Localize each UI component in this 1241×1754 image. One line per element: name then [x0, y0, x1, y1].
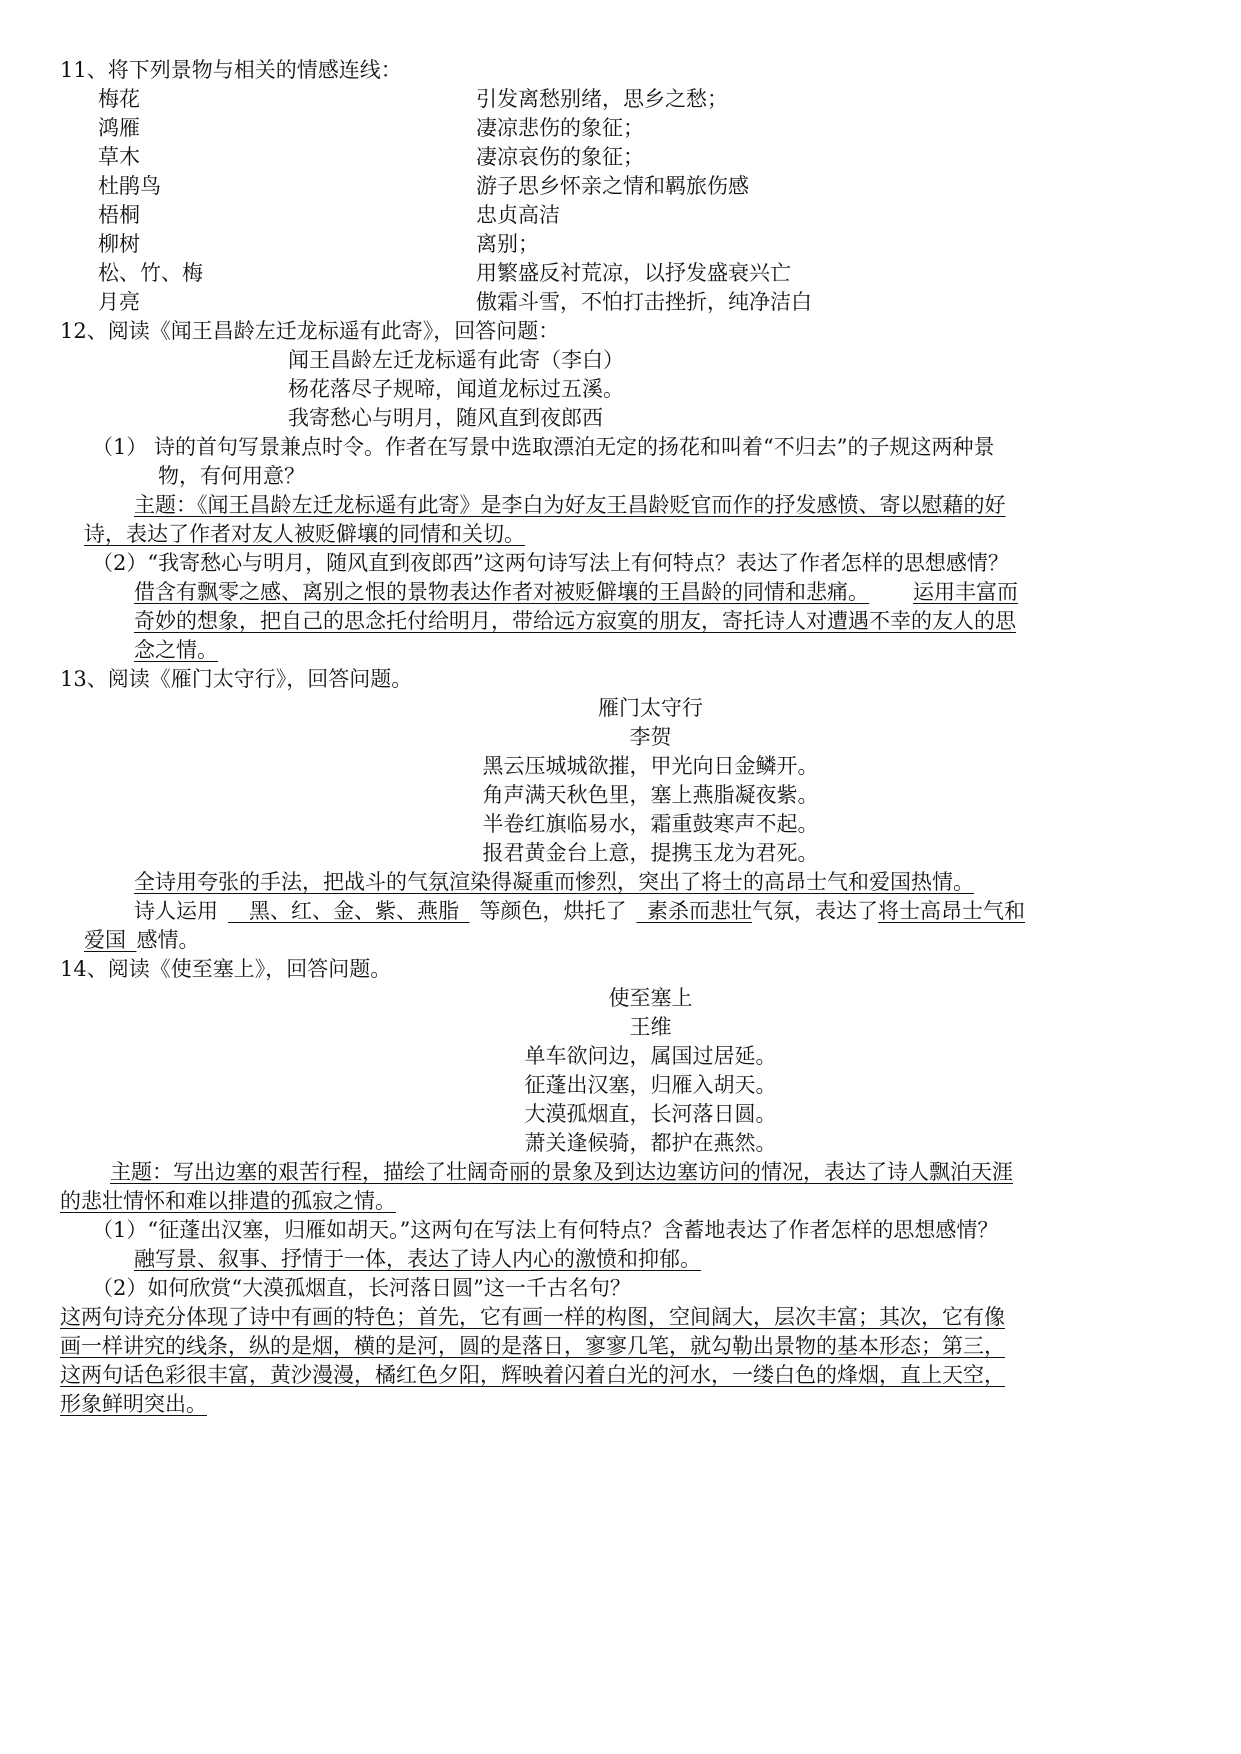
emotion-item: 傲霜斗雪，不怕打击挫折，纯净洁白 — [476, 290, 812, 314]
fill-blank — [84, 928, 137, 952]
fill-text: 诗人运用 — [134, 899, 218, 923]
fill-text: 气氛，表达了 — [752, 899, 878, 923]
fill-answer: 将士高昂士气和 — [878, 899, 1025, 923]
poem-line: 角声满天秋色里，塞上燕脂凝夜紫。 — [482, 783, 819, 807]
emotion-item: 离别； — [476, 232, 539, 256]
poem-line: 萧关逢候骑，都护在燕然。 — [524, 1131, 777, 1155]
scene-item: 梧桐 — [98, 203, 140, 227]
emotion-item: 忠贞高洁 — [476, 203, 560, 227]
emotion-item: 凄凉哀伤的象征； — [476, 145, 644, 169]
q14-question-1: （1）“征蓬出汉塞，归雁如胡天。”这两句在写法上有何特点？含蓄地表达了作者怎样的思想感情？ — [92, 1218, 999, 1242]
scene-item: 柳树 — [98, 232, 140, 256]
answer-text: 全诗用夸张的手法，把战斗的气氛渲染得凝重而惨烈，突出了将士的高昂士气和爱国热情。 — [134, 870, 974, 894]
q12-question-1: （1） 诗的首句写景兼点时令。作者在写景中选取漂泊无定的扬花和叫着“不归去”的子规这两种景 — [92, 435, 995, 459]
answer-text: 借含有飘零之感、离别之恨的景物表达作者对被贬僻壤的王昌龄的同情和悲痛。 — [134, 580, 869, 604]
q12-answer-1-cont: 诗，表达了作者对友人被贬僻壤的同情和关切。 — [84, 522, 525, 546]
fill-text: 感情。 — [136, 928, 200, 952]
q12-answer-1: 主题：《闻王昌龄左迁龙标遥有此寄》是李白为好友王昌龄贬官而作的抒发感愤、寄以慰藉的好 — [134, 493, 1006, 517]
fill-text: 等颜色，烘托了 — [479, 899, 627, 923]
q14-theme: 主题：写出边塞的艰苦行程，描绘了壮阔奇丽的景象及到达边塞访问的情况，表达了诗人飘泊天涯 — [110, 1160, 1013, 1184]
answer-text: 融写景、叙事、抒情于一体，表达了诗人内心的激愤和抑郁。 — [134, 1247, 701, 1271]
q13-title: 13、阅读《雁门太守行》，回答问题。 — [60, 667, 413, 691]
q13-fill-in-cont — [84, 925, 200, 955]
scene-item: 草木 — [98, 145, 140, 169]
scene-item: 月亮 — [98, 290, 140, 314]
q12-title: 12、阅读《闻王昌龄左迁龙标遥有此寄》，回答问题： — [60, 319, 560, 343]
fill-answer: 黑、红、金、紫、燕脂 — [249, 899, 459, 923]
q11-title: 11、将下列景物与相关的情感连线： — [60, 58, 402, 82]
q12-answer-2 — [134, 577, 1018, 607]
emotion-item: 引发离愁别绪，思乡之愁； — [476, 87, 728, 111]
answer-text: 运用丰富而 — [913, 580, 1018, 604]
fill-blank — [228, 899, 470, 923]
q12-answer-2-end — [134, 635, 228, 665]
poem-line: 我寄愁心与明月，随风直到夜郎西 — [288, 406, 603, 430]
poem-author: 王维 — [629, 1015, 672, 1039]
emotion-item: 用繁盛反衬荒凉，以抒发盛衰兴亡 — [476, 261, 791, 285]
fill-answer: 爱国 — [84, 928, 126, 952]
fill-answer: 素杀而悲壮 — [647, 899, 752, 923]
poem-title: 雁门太守行 — [598, 696, 703, 720]
q14-answer-2: 形象鲜明突出。 — [60, 1392, 207, 1416]
q12-answer-2-cont: 奇妙的想象，把自己的思念托付给明月，带给远方寂寞的朋友，寄托诗人对遭遇不幸的友人的思 — [134, 609, 1016, 633]
q12-question-2: （2）“我寄愁心与明月，随风直到夜郎西”这两句诗写法上有何特点？表达了作者怎样的思想感情？ — [92, 551, 1009, 575]
scene-item: 梅花 — [98, 87, 140, 111]
scene-item: 杜鹃鸟 — [98, 174, 161, 198]
scene-item: 松、竹、梅 — [98, 261, 203, 285]
poem-line: 杨花落尽子规啼，闻道龙标过五溪。 — [288, 377, 624, 401]
emotion-item: 凄凉悲伤的象征； — [476, 116, 644, 140]
theme-text: 的悲壮情怀和难以排遣的孤寂之情。 — [60, 1189, 396, 1213]
poem-line: 半卷红旗临易水，霜重鼓寒声不起。 — [482, 812, 819, 836]
fill-blank — [637, 899, 753, 923]
q14-answer-2: 这两句诗充分体现了诗中有画的特色；首先，它有画一样的构图，空间阔大，层次丰富；其次，它有像 — [60, 1305, 1005, 1329]
poem-title: 使至塞上 — [608, 986, 693, 1010]
q14-theme-cont — [60, 1186, 406, 1216]
q13-answer-1 — [134, 867, 984, 897]
poem-line: 大漠孤烟直，长河落日圆。 — [524, 1102, 777, 1126]
q13-fill-in — [134, 896, 1025, 926]
poem-line: 闻王昌龄左迁龙标遥有此寄（李白） — [288, 348, 624, 372]
poem-line: 黑云压城城欲摧，甲光向日金鳞开。 — [482, 754, 819, 778]
emotion-item: 游子思乡怀亲之情和羁旅伤感 — [476, 174, 749, 198]
poem-line: 单车欲问边，属国过居延。 — [524, 1044, 777, 1068]
q12-question-1-cont: 物，有何用意？ — [158, 464, 305, 488]
poem-line: 征蓬出汉塞，归雁入胡天。 — [524, 1073, 777, 1097]
q14-answer-2: 这两句话色彩很丰富，黄沙漫漫，橘红色夕阳，辉映着闪着白光的河水，一缕白色的烽烟，直上天空， — [60, 1363, 1005, 1387]
poem-author: 李贺 — [629, 725, 672, 749]
answer-text: 念之情。 — [134, 638, 218, 662]
q14-answer-2: 画一样讲究的线条，纵的是烟，横的是河，圆的是落日，寥寥几笔，就勾勒出景物的基本形态；第三， — [60, 1334, 1005, 1358]
q14-answer-1 — [134, 1244, 711, 1274]
q14-question-2: （2）如何欣赏“大漠孤烟直，长河落日圆”这一千古名句？ — [92, 1276, 631, 1300]
q14-title: 14、阅读《使至塞上》，回答问题。 — [60, 957, 392, 981]
poem-line: 报君黄金台上意，提携玉龙为君死。 — [482, 841, 819, 865]
scene-item: 鸿雁 — [98, 116, 140, 140]
